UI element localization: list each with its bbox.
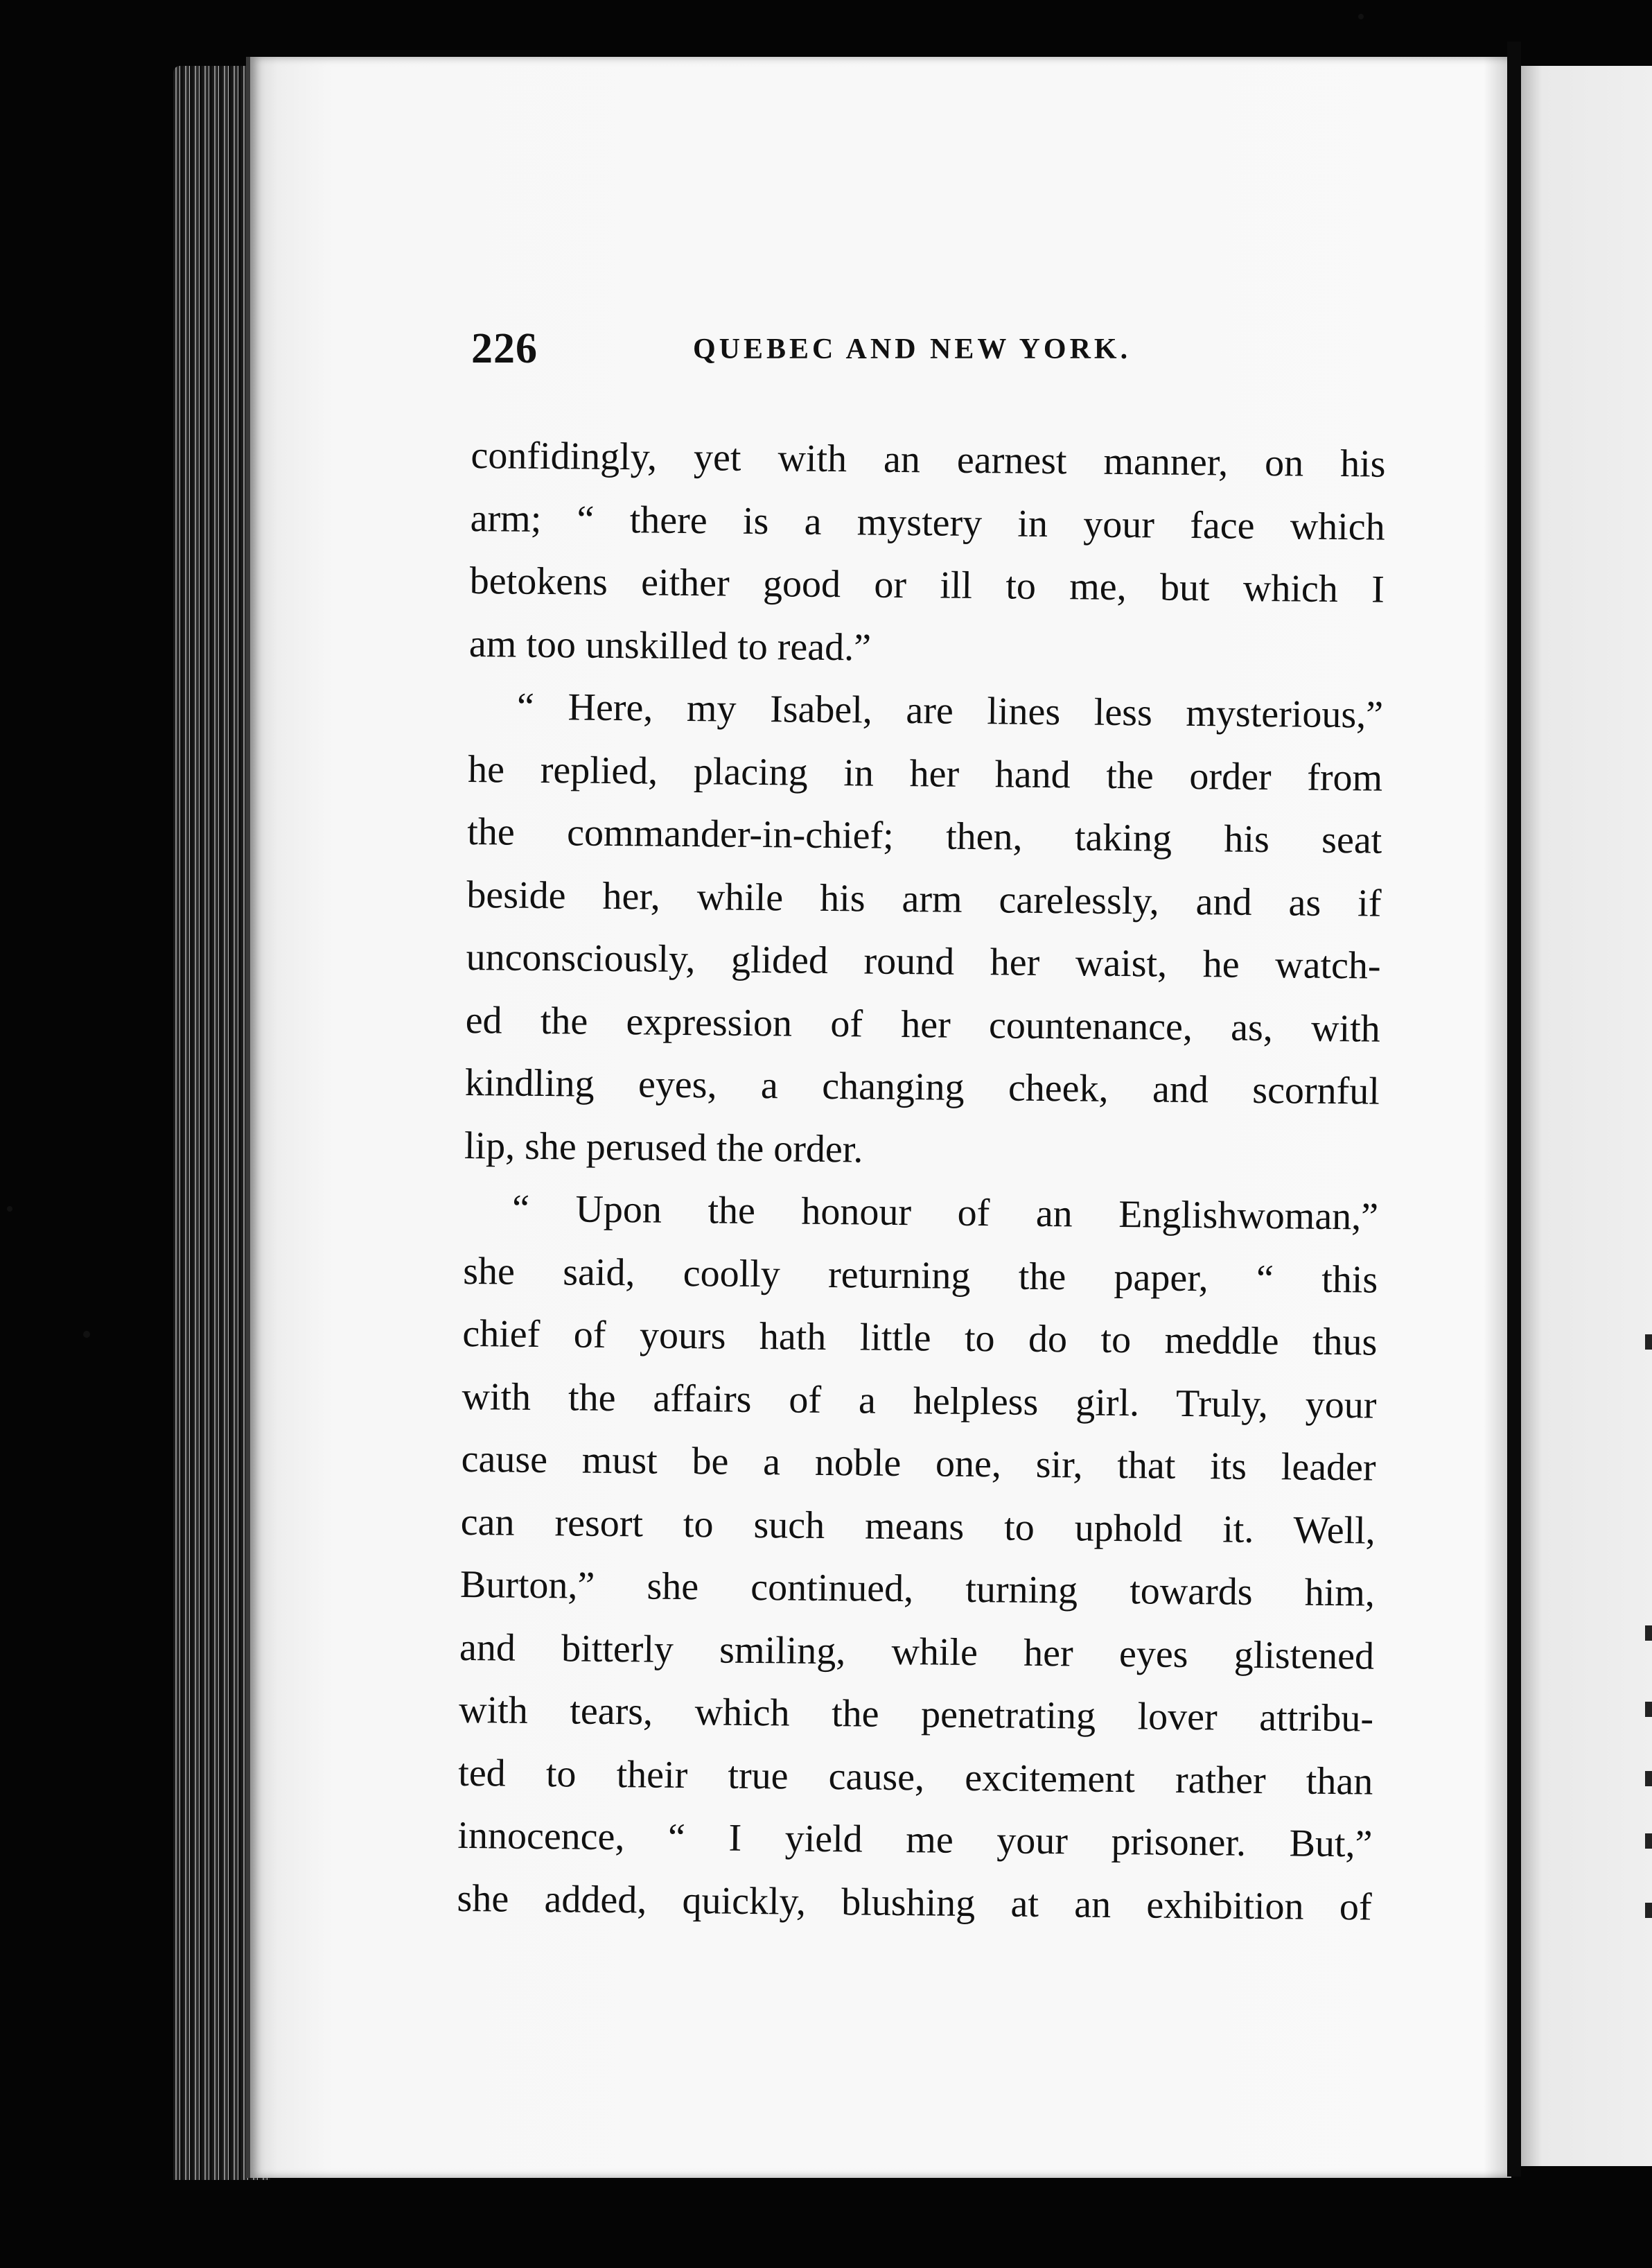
page-number: 226 [471,325,538,372]
text-line: the commander-in-chief; then, taking his seat [467,810,1382,862]
text-line: chief of yours hath little to do to meddle thus [462,1311,1378,1364]
text-line: “ Here, my Isabel, are lines less mysterious,” [516,685,1384,737]
text-line: am too unskilled to read.” [468,622,872,670]
text-line: confidingly, yet with an earnest manner, on his [471,433,1386,486]
text-line: and bitterly smiling, while her eyes glistened [459,1625,1375,1678]
scan-speck [7,1206,12,1212]
margin-mark [1645,1903,1652,1918]
text-line: unconsciously, glided round her waist, he watch- [466,935,1381,988]
text-line: betokens either good or ill to me, but which I [469,559,1385,611]
margin-mark [1645,1771,1652,1786]
text-line: arm; “ there is a mystery in your face which [470,496,1385,549]
text-line: can resort to such means to uphold it. Well, [460,1500,1376,1553]
text-line: kindling eyes, a changing cheek, and scornful [464,1061,1380,1113]
margin-mark [1645,1702,1652,1717]
text-line: lip, she perused the order. [464,1124,863,1171]
text-line: she added, quickly, blushing at an exhibition of [457,1876,1372,1929]
scan-speck [1358,14,1364,19]
right-page-edge [1521,66,1652,2166]
text-line: he replied, placing in her hand the order from [467,747,1383,800]
text-line: she said, coolly returning the paper, “ this [462,1249,1378,1302]
margin-mark [1645,1833,1652,1849]
text-line: ed the expression of her countenance, as, with [465,998,1380,1051]
scan-speck [83,1331,90,1338]
text-line: Burton,” she continued, turning towards him, [459,1562,1376,1615]
text-line: “ Upon the honour of an Englishwoman,” [511,1187,1379,1239]
body-text [457,424,1386,1939]
text-line: beside her, while his arm carelessly, and as if [466,873,1382,925]
text-line: with the affairs of a helpless girl. Truly, your [462,1375,1377,1427]
text-line: cause must be a noble one, sir, that its leader [461,1437,1376,1490]
text-line: ted to their true cause, excitement rather than [458,1751,1373,1804]
text-line: with tears, which the penetrating lover attribu- [458,1688,1374,1741]
running-head [471,324,1427,380]
book-gutter [1507,42,1521,2177]
margin-mark [1645,1625,1652,1641]
text-line: innocence, “ I yield me your prisoner. But,” [457,1813,1373,1866]
margin-mark [1645,1334,1652,1350]
running-title: QUEBEC AND NEW YORK. [693,333,1132,365]
